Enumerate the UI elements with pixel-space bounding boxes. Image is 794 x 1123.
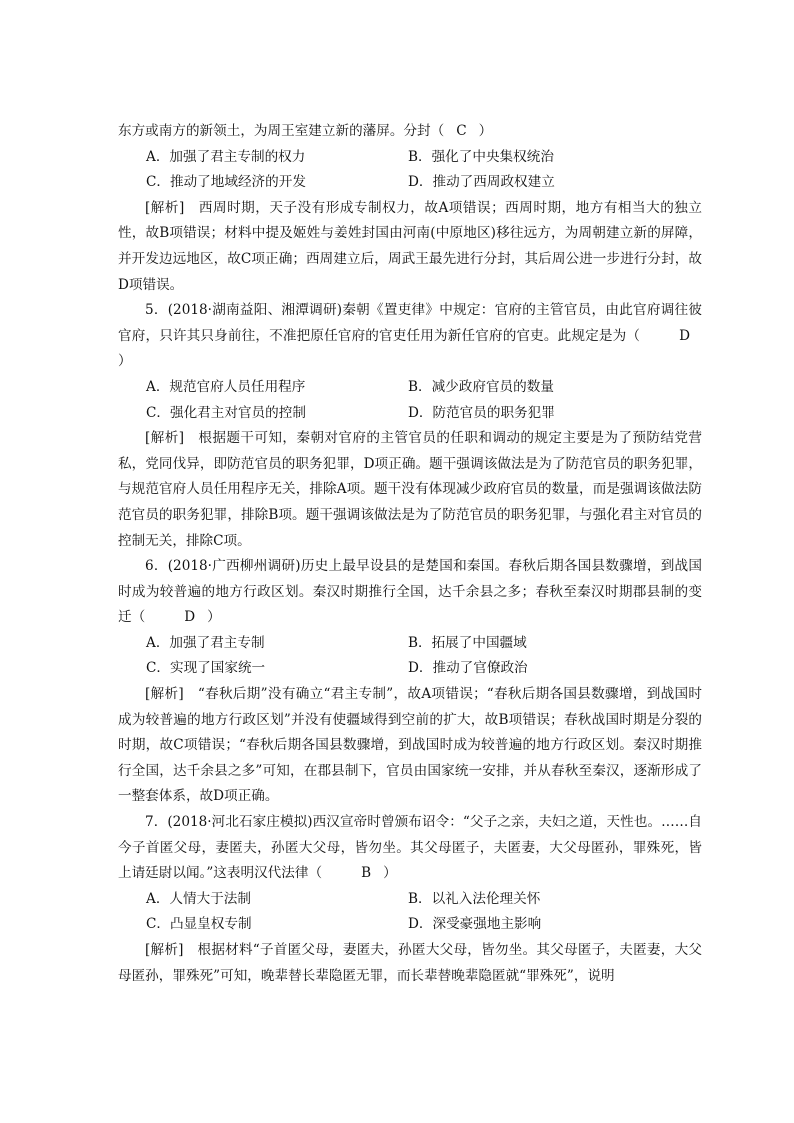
- q6-answer: D: [184, 609, 196, 626]
- q7-option-c: C．凸显皇权专制: [146, 916, 252, 933]
- q7-analysis: [解析] 根据材料“子首匿父母，妻匿夫，孙匿大父母，皆勿坐。其父母匿子，夫匿妻，大父母匿孙，罪殊死”可知，晚辈替长辈隐匿无罪，而长辈替晚辈隐匿就“罪殊死”，说明: [118, 942, 702, 984]
- q4-option-a: A．加强了君主专制的权力: [146, 148, 306, 165]
- q4-stem-tail: 东方或南方的新领土，为周王室建立新的藩屏。分封（ C ）: [118, 119, 702, 145]
- q7-option-d: D．深受豪强地主影响: [408, 916, 542, 933]
- q4-option-c: C．推动了地域经济的开发: [146, 174, 306, 191]
- q4-option-d: D．推动了西周政权建立: [408, 174, 555, 191]
- q6-analysis: [解析] “春秋后期”没有确立“君主专制”，故A项错误；“春秋后期各国县数骤增，到战国时成为较普遍的地方行政区划”并没有使疆域得到空前的扩大，故B项错误；春秋战国时期是分裂的时期，故C项错误；“春秋后期各国县数骤增，到战国时成为较普遍的地方行政区划。秦汉时期推行全国，达千余县之多”可知，在郡县制下，官员由国家统一安排，并从春秋至秦汉，逐渐形成了一整套体系，故D项正确。: [118, 686, 702, 805]
- q7-options: [118, 887, 702, 938]
- q6-option-c: C．实现了国家统一: [146, 660, 266, 677]
- q6-option-d: D．推动了官僚政治: [408, 660, 528, 677]
- q5-option-c: C．强化君主对官员的控制: [146, 404, 306, 421]
- q7-answer: B: [361, 865, 372, 882]
- q4-answer: C: [456, 123, 467, 139]
- q5-analysis: [解析] 根据题干可知，秦朝对官府的主管官员的任职和调动的规定主要是为了预防结党营私，党同伐异，即防范官员的职务犯罪，D项正确。题干强调该做法是为了防范官员的职务犯罪，与规范官府人员任用程序无关，排除A项。题干没有体现减少政府官员的数量，而是强调该做法防范官员的职务犯罪，排除B项。题干强调该做法是为了防范官员的职务犯罪，与强化君主对官员的控制无关，排除C项。: [118, 430, 702, 549]
- q7-stem: 7．(2018·河北石家庄模拟)西汉宣帝时曾颁布诏令：“父子之亲，夫妇之道，天性也。……自今子首匿父母，妻匿夫，孙匿大父母，皆勿坐。其父母匿子，夫匿妻，大父母匿孙，罪殊死，皆上请廷尉以闻。”这表明汉代法律（ B ）: [118, 810, 702, 887]
- q6-option-a: A．加强了君主专制: [146, 634, 265, 651]
- q6-stem: 6．(2018·广西柳州调研)历史上最早设县的是楚国和秦国。春秋后期各国县数骤增，到战国时成为较普遍的地方行政区划。秦汉时期推行全国，达千余县之多；春秋至秦汉时期郡县制的变迁（ D ）: [118, 554, 702, 631]
- q4-options: [118, 145, 702, 196]
- q5-option-a: A．规范官府人员任用程序: [146, 378, 306, 395]
- q5-option-b: B．减少政府官员的数量: [408, 378, 554, 395]
- q6-option-b: B．拓展了中国疆域: [408, 634, 527, 651]
- q7-option-a: A．人情大于法制: [146, 890, 251, 907]
- q5-option-d: D．防范官员的职务犯罪: [408, 404, 555, 421]
- q4-analysis: [解析] 西周时期，天子没有形成专制权力，故A项错误；西周时期，地方有相当大的独立性，故B项错误；材料中提及姬姓与姜姓封国由河南(中原地区)移往远方，为周朝建立新的屏障，并开发边远地区，故C项正确；西周建立后，周武王最先进行分封，其后周公进一步进行分封，故D项错误。: [118, 199, 702, 293]
- q5-options: [118, 375, 702, 426]
- q5-stem: 5．(2018·湖南益阳、湘潭调研)秦朝《置吏律》中规定：官府的主管官员，由此官府调往彼官府，只许其只身前往，不准把原任官府的官吏任用为新任官府的官吏。此规定是为（ D）: [118, 302, 702, 370]
- q5-answer: D: [679, 327, 690, 344]
- q4-option-b: B．强化了中央集权统治: [408, 148, 554, 165]
- q6-options: [118, 631, 702, 682]
- q7-option-b: B．以礼入法伦理关怀: [408, 890, 541, 907]
